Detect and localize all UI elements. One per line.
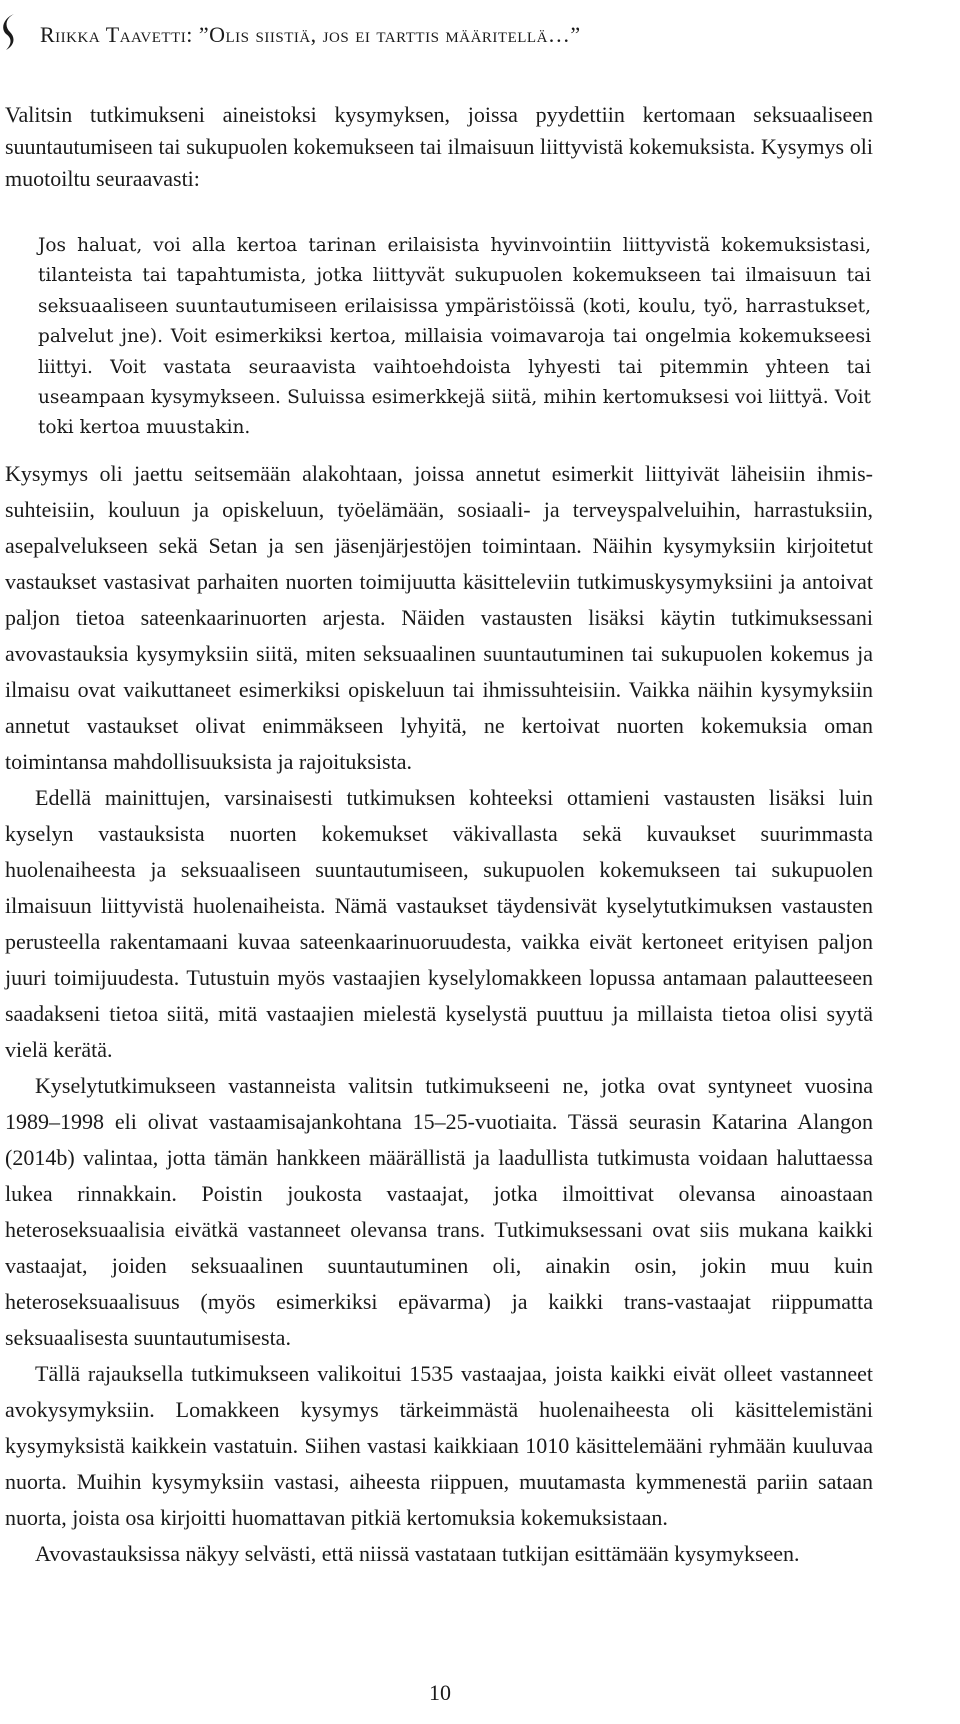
main-text bbox=[5, 456, 873, 1572]
paragraph-3: Kyselytutkimukseen vastanneista valitsin tutkimukseeni ne, jotka ovat syntyneet vuosina 1989–1998 eli olivat vastaamisajankohtana 15–25-vuotiaita. Tässä seurasin Katarina Alangon (2014b) valintaa, jotta tämän hankkeen määrällistä ja laadullista tutkimusta voidaan haluttaessa lukea rinnakkain. Poistin joukosta vastaajat, jotka ilmoittivat olevansa ainoastaan heteroseksuaalisia eivätkä vastanneet olevansa trans. Tutkimuksessani ovat siis mukana kaikki vastaajat, joiden seksuaalinen suuntautuminen oli, ainakin osin, jokin muu kuin heteroseksuaalisuus (myös esimerkiksi epävarma) ja kaikki trans-vastaajat riippumatta seksuaalisesta suuntautumisesta. bbox=[5, 1073, 873, 1350]
quote-text: Jos haluat, voi alla kertoa tarinan erilaisista hyvinvointiin liittyvistä kokemuksistasi, tilanteista tai tapahtumista, jotka liittyvät sukupuolen kokemukseen tai ilmaisuun tai seksuaaliseen suuntautumiseen erilaisissa ympäristöissä (koti, koulu, työ, harrastukset, palvelut jne). Voit esimerkiksi kertoa, millaisia voimavaroja tai ongelmia kokemukseesi liittyi. Voit vastata seuraavista vaihtoehdoista lyhyesti tai pitemmin yhteen tai useampaan kysymykseen. Suluissa esimerkkejä siitä, mihin kertomuksesi voi liittyä. Voit toki kertoa muustakin. bbox=[38, 235, 871, 439]
paragraph-4: Tällä rajauksella tutkimukseen valikoitui 1535 vastaajaa, joista kaikki eivät olleet vastanneet avokysymyksiin. Lomakkeen kysymys tärkeimmästä huolenaiheesta oli käsittelemistäni kysymyksistä kaikkein vastatuin. Siihen vastasi kaikkiaan 1010 käsittelemääni ryhmään kuuluvaa nuorta. Muihin kysymyksiin vastasi, aiheesta riippuen, muutamasta kymmenestä pariin sataan nuorta, joista osa kirjoitti huomattavan pitkiä kertomuksia kokemuksistaan. bbox=[5, 1361, 873, 1530]
section-mark-icon bbox=[2, 12, 20, 52]
block-quote bbox=[38, 231, 871, 444]
paragraph-5: Avovastauksissa näkyy selvästi, että niissä vastataan tutkijan esittämään kysymykseen. bbox=[35, 1541, 800, 1566]
intro-paragraph bbox=[5, 99, 873, 195]
page-number: 10 bbox=[429, 1680, 451, 1705]
intro-text: Valitsin tutkimukseni aineistoksi kysymyksen, joissa pyydettiin kertomaan seksuaaliseen suuntautumiseen tai sukupuolen kokemukseen tai ilmaisuun liittyvistä kokemuksista. Kysymys oli muotoiltu seuraavasti: bbox=[5, 102, 873, 191]
paragraph-2: Edellä mainittujen, varsinaisesti tutkimuksen kohteeksi ottamieni vastausten lisäksi luin kyselyn vastauksista nuorten kokemukset väkivallasta sekä kuvaukset suurimmasta huolenaiheesta ja seksuaaliseen suuntautumiseen, sukupuolen kokemukseen tai sukupuolen ilmaisuun liittyvistä huolenaiheista. Nämä vastaukset täydensivät kyselytutkimuksen vastausten perusteella rakentamaani kuvaa sateenkaarinuoruudesta, vaikka eivät kertoneet erityisen paljon juuri toimijuudesta. Tutustuin myös vastaajien kyselylomakkeen lopussa antamaan palautteeseen saadakseni tietoa siitä, mitä vastaajien mielestä kyselystä puuttuu ja millaista tietoa olisi syytä vielä kerätä. bbox=[5, 785, 873, 1062]
running-title: Riikka Taavetti: ”Olis siistiä, jos ei tarttis määritellä…” bbox=[40, 22, 581, 47]
paragraph-1: Kysymys oli jaettu seitsemään alakohtaan, joissa annetut esimerkit liittyivät läheisiin ihmissuhteisiin, kouluun ja opiskeluun, työelämään, sosiaali- ja terveyspalveluihin, harrastuksiin, asepalvelukseen sekä Setan ja sen jäsenjärjestöjen toimintaan. Näihin kysymyksiin kirjoitetut vastaukset vastasivat parhaiten nuorten toimijuutta käsitteleviin tutkimuskysymyksiini ja antoivat paljon tietoa sateenkaarinuorten arjesta. Näiden vastausten lisäksi käytin tutkimuksessani avovastauksia kysymyksiin siitä, miten seksuaalinen suuntautuminen tai sukupuolen kokemus ja ilmaisu ovat vaikuttaneet esimerkiksi opiskeluun tai ihmissuhteisiin. Vaikka näihin kysymyksiin annetut vastaukset olivat enimmäkseen lyhyitä, ne kertoivat nuorten kokemuksia oman toimintansa mahdollisuuksista ja rajoituksista. bbox=[5, 461, 873, 774]
running-header bbox=[0, 8, 960, 56]
